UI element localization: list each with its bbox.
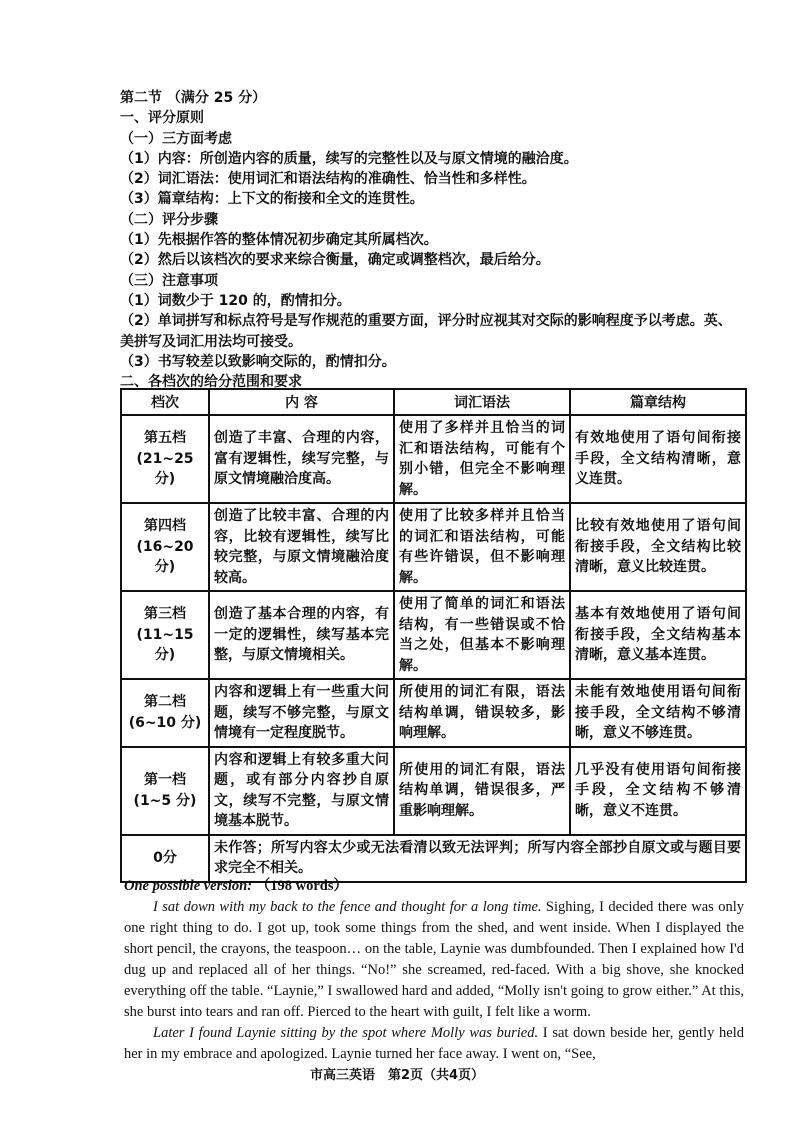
paragraph-text: I sat down beside her, gently held her in my embrace and apologized. Laynie turned her face away. I went on, “See, [124, 1025, 744, 1062]
essay-paragraph [124, 897, 744, 1023]
column-header: 篇章结构 [570, 389, 746, 415]
structure-cell: 几乎没有使用语句间衔接手段，全文结构不够清晰，意义不连贯。 [570, 747, 746, 835]
sample-essay [124, 876, 744, 1065]
level-range: (11~15 分) [136, 626, 194, 664]
content-cell: 创造了丰富、合理的内容，富有逻辑性，续写完整，与原文情境融洽度高。 [209, 415, 394, 503]
rule-line: （一）三方面考虑 [120, 130, 232, 147]
rule-line: （2）词汇语法：使用词汇和语法结构的准确性、恰当性和多样性。 [120, 171, 536, 188]
rule-line: （3）篇章结构：上下文的衔接和全文的连贯性。 [120, 191, 424, 208]
level-name: 第五档 [144, 430, 186, 447]
table-header-row [121, 389, 746, 415]
level-cell [121, 415, 209, 503]
grammar-cell: 使用了多样并且恰当的词汇和语法结构，可能有个别小错，但完全不影响理解。 [394, 415, 570, 503]
sample-heading-line [124, 876, 744, 897]
structure-cell: 有效地使用了语句间衔接手段，全文结构清晰，意义连贯。 [570, 415, 746, 503]
level-cell [121, 679, 209, 747]
rubric-table [120, 388, 747, 883]
level-range: (21~25 分) [136, 450, 194, 488]
grammar-cell: 所使用的词汇有限，语法结构单调，错误很多，严重影响理解。 [394, 747, 570, 835]
table-row [121, 591, 746, 679]
content-cell: 内容和逻辑上有较多重大问题，或有部分内容抄自原文，续写不完整，与原文情境基本脱节。 [209, 747, 394, 835]
paragraph-lead: I sat down with my back to the fence and thought for a long time. [153, 899, 542, 915]
rule-line: （1）内容：所创造内容的质量，续写的完整性以及与原文情境的融洽度。 [120, 150, 578, 167]
essay-paragraph [124, 1023, 744, 1065]
principles-title: 一、评分原则 [120, 110, 204, 127]
table-row [121, 415, 746, 503]
paragraph-lead: Later I found Laynie sitting by the spot where Molly was buried. [153, 1025, 539, 1041]
level-cell [121, 591, 209, 679]
table-row [121, 835, 746, 882]
level-cell [121, 747, 209, 835]
table-row [121, 679, 746, 747]
scoring-section [120, 88, 745, 392]
level-range: (1~5 分) [133, 792, 197, 809]
rule-line: （1）词数少于 120 的，酌情扣分。 [120, 292, 351, 309]
level-range: (16~20 分) [136, 538, 194, 576]
page-footer: 市高三英语 第2页（共4页） [309, 1068, 485, 1083]
grammar-cell: 所使用的词汇有限，语法结构单调，错误较多，影响理解。 [394, 679, 570, 747]
level-name: 第三档 [144, 606, 186, 623]
grammar-cell: 使用了比较多样并且恰当的词汇和语法结构，可能有些许错误，但不影响理解。 [394, 503, 570, 591]
level-range: (6~10 分) [128, 714, 202, 731]
level-name: 第二档 [144, 694, 186, 711]
content-cell: 内容和逻辑上有一些重大问题，续写不够完整，与原文情境有一定程度脱节。 [209, 679, 394, 747]
rule-line: （二）评分步骤 [120, 211, 218, 228]
level-cell [121, 503, 209, 591]
column-header: 档次 [121, 389, 209, 415]
rule-line: （3）书写较差以致影响交际的，酌情扣分。 [120, 353, 396, 370]
level-name: 第四档 [144, 518, 186, 535]
column-header: 词汇语法 [394, 389, 570, 415]
grammar-cell: 使用了简单的词汇和语法结构，有一些错误或不恰当之处，但基本不影响理解。 [394, 591, 570, 679]
paragraph-text: Sighing, I decided there was only one right thing to do. I got up, took some things from the shed, and went inside. When I displayed the short pencil, the crayons, the teaspoon… on the table, Laynie was dumbfounded. Then I explained how I'd dug up and replaced all of her things. “No!” she screamed, red-faced. With a big shove, she knocked everything off the table. “Laynie,” I swallowed hard and added, “Molly isn't going to grow either.” At this, she burst into tears and ran off. Pierced to the heart with guilt, I felt like a worm. [124, 899, 744, 1020]
rule-line: （1）先根据作答的整体情况初步确定其所属档次。 [120, 232, 438, 249]
content-cell: 创造了比较丰富、合理的内容，比较有逻辑性，续写比较完整，与原文情境融洽度较高。 [209, 503, 394, 591]
column-header: 内 容 [209, 389, 394, 415]
structure-cell: 基本有效地使用了语句间衔接手段，全文结构基本清晰，意义基本连贯。 [570, 591, 746, 679]
table-row [121, 503, 746, 591]
content-cell: 创造了基本合理的内容，有一定的逻辑性，续写基本完整，与原文情境相关。 [209, 591, 394, 679]
section-title: 第二节 （满分 25 分） [120, 90, 267, 106]
rule-line: （2）单词拼写和标点符号是写作规范的重要方面，评分时应视其对交际的影响程度予以考虑。英、美拼写及词汇用法均可接受。 [120, 313, 732, 350]
level-cell: 0分 [121, 835, 209, 882]
levels-title: 二、各档次的给分范围和要求 [120, 374, 302, 391]
rule-line: （2）然后以该档次的要求来综合衡量，确定或调整档次，最后给分。 [120, 252, 550, 269]
table-row [121, 747, 746, 835]
word-count: （198 words） [255, 878, 348, 894]
level-name: 第一档 [144, 772, 186, 788]
rule-line: （三）注意事项 [120, 272, 218, 289]
sample-heading: One possible version: [124, 878, 253, 894]
zero-score-cell: 未作答；所写内容太少或无法看清以致无法评判；所写内容全部抄自原文或与题目要求完全不相关。 [209, 835, 746, 882]
structure-cell: 比较有效地使用了语句间衔接手段，全文结构比较清晰，意义比较连贯。 [570, 503, 746, 591]
structure-cell: 未能有效地使用语句间衔接手段，全文结构不够清晰，意义不够连贯。 [570, 679, 746, 747]
